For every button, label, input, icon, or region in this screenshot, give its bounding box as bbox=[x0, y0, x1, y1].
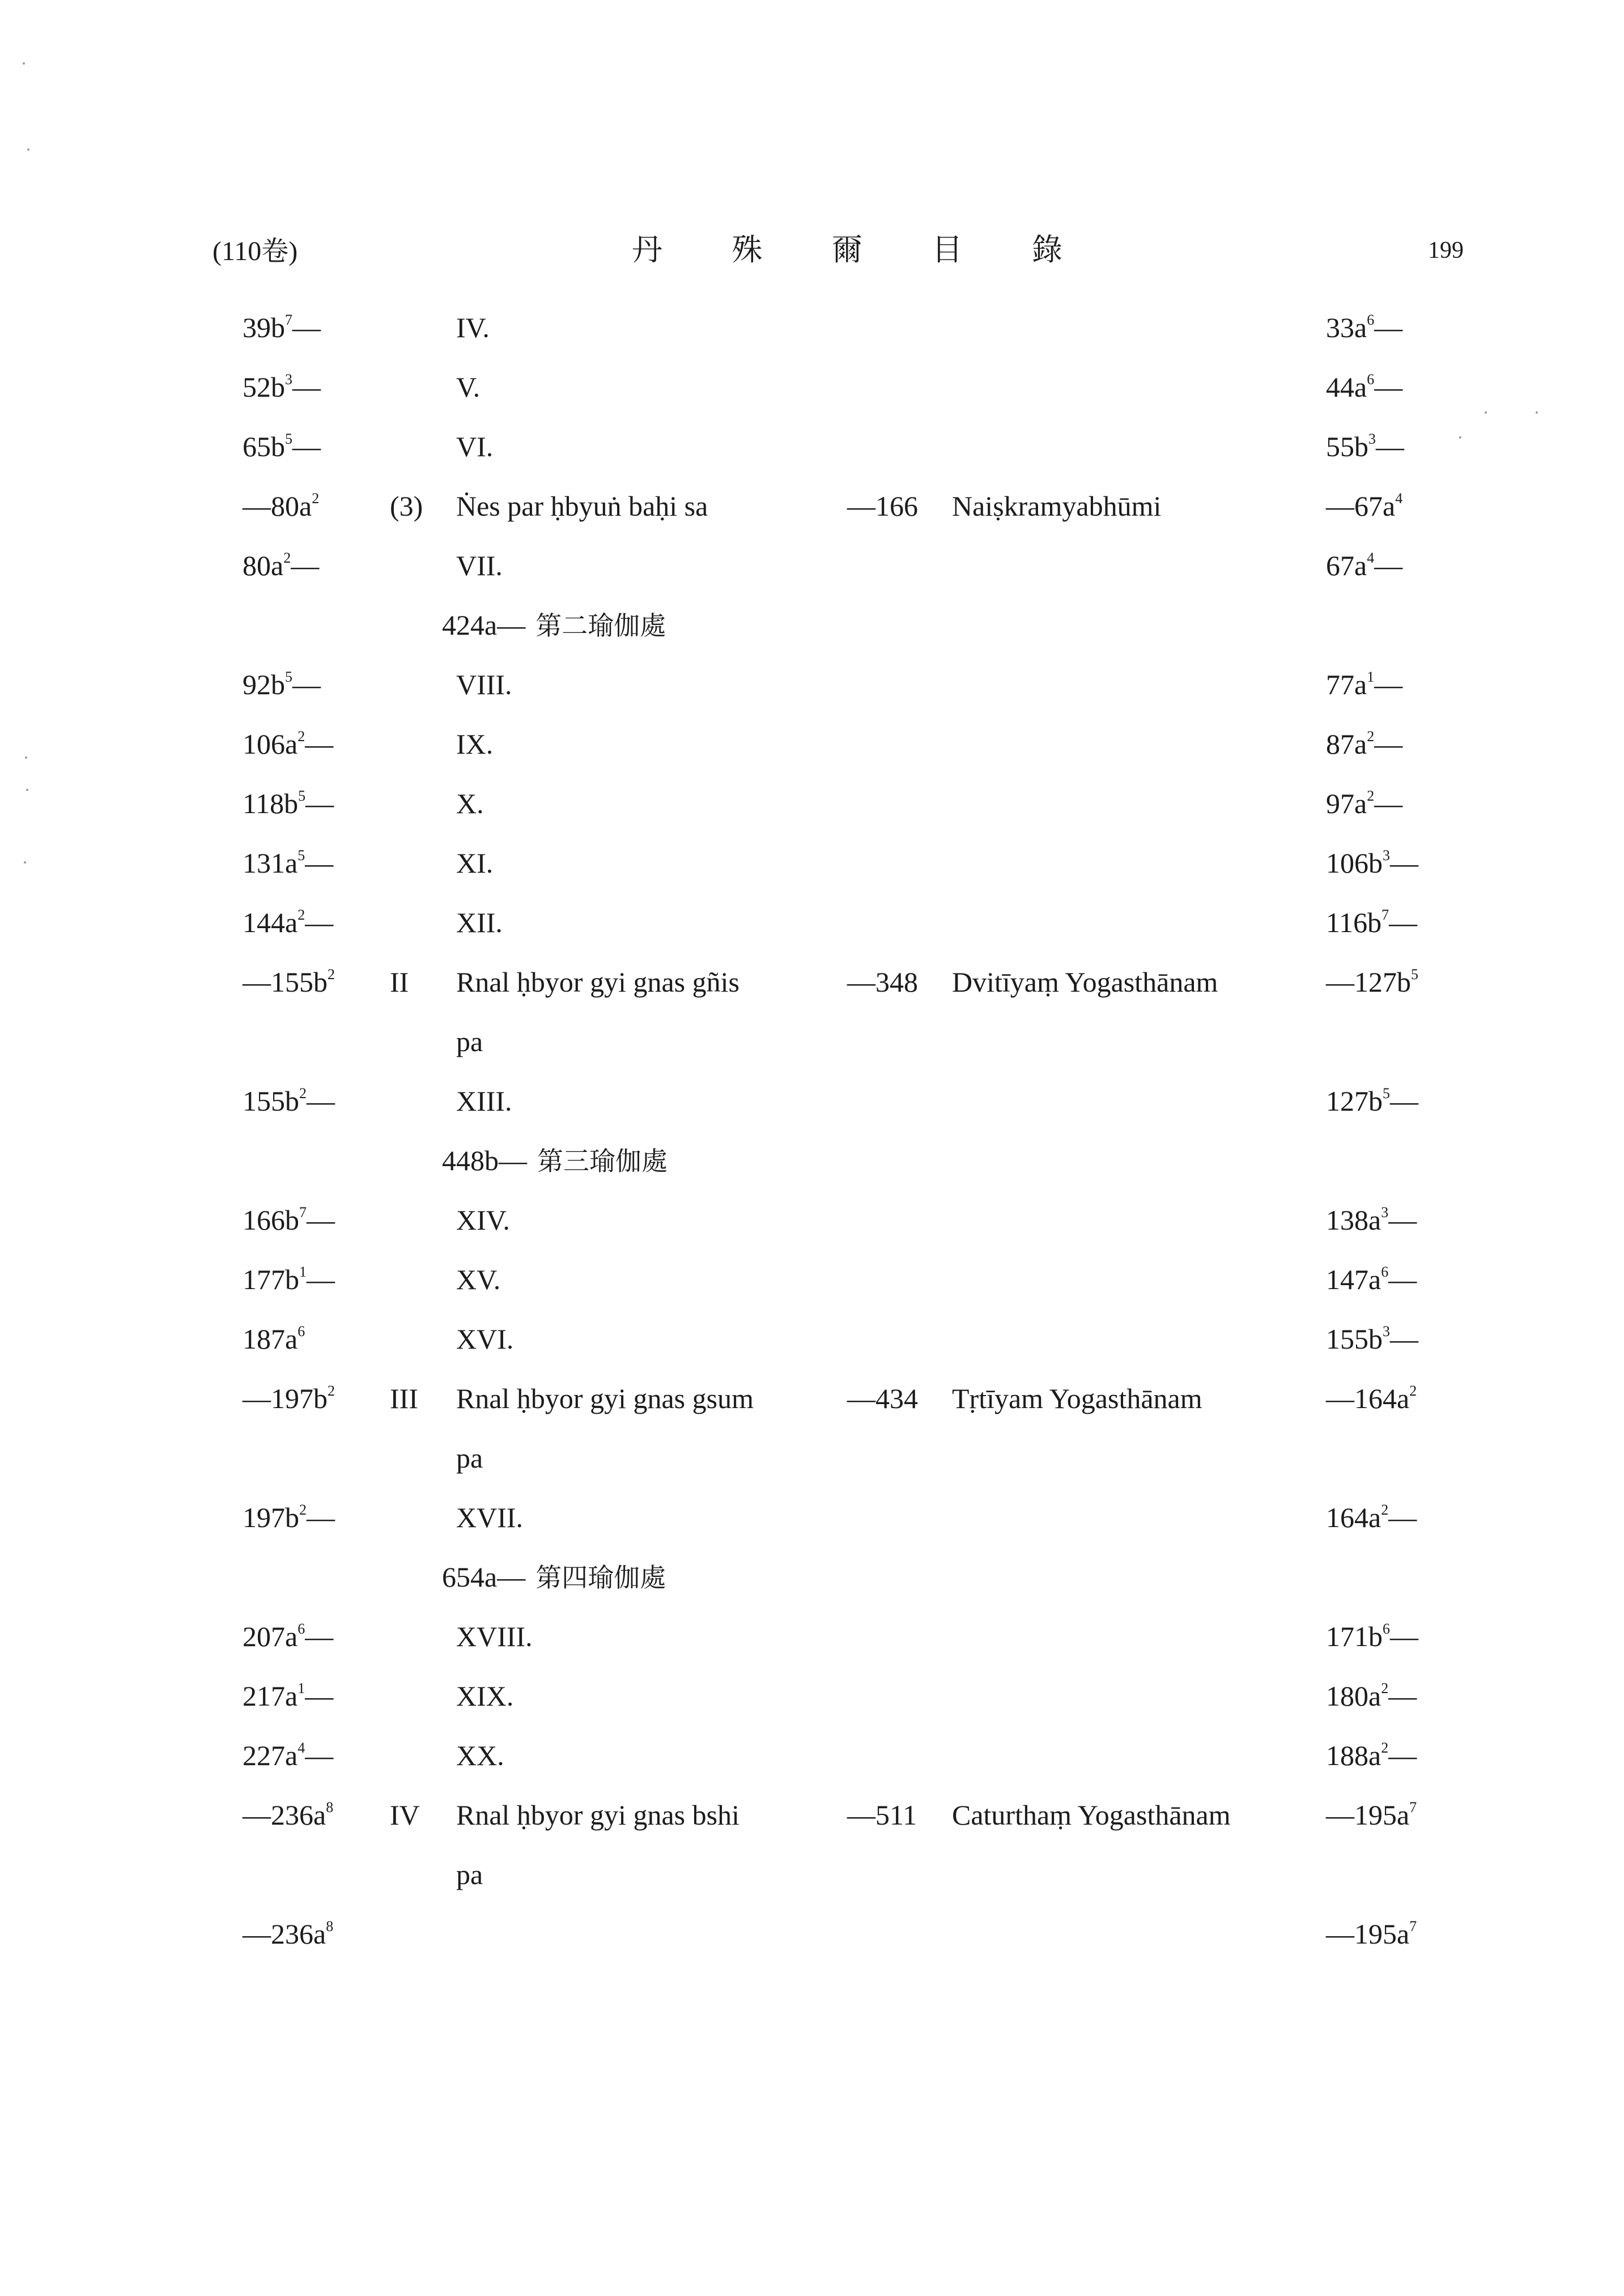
table-row bbox=[0, 365, 1624, 425]
right-folio bbox=[1326, 1793, 1417, 1836]
right-folio-text: —67a bbox=[1326, 490, 1396, 522]
right-folio-dash: — bbox=[1374, 371, 1403, 403]
left-folio bbox=[243, 841, 333, 885]
chapter-number: XII. bbox=[456, 907, 503, 938]
right-folio bbox=[1326, 782, 1402, 825]
left-folio-text: 39b bbox=[243, 312, 285, 343]
chapter-number: XV. bbox=[456, 1264, 501, 1295]
left-folio-text: —80a bbox=[243, 490, 312, 522]
title-char: 爾 bbox=[832, 232, 862, 267]
section-ref-number: 424a— bbox=[442, 609, 526, 641]
right-folio-text: 67a bbox=[1326, 550, 1367, 581]
table-row bbox=[0, 782, 1624, 841]
left-folio-sup: 3 bbox=[285, 371, 292, 388]
sanskrit-title: Naiṣkramyabhūmi bbox=[952, 490, 1162, 522]
left-folio-sup: 7 bbox=[299, 1204, 307, 1221]
right-folio-sup: 6 bbox=[1367, 312, 1375, 328]
table-row bbox=[0, 1674, 1624, 1734]
right-folio-text: 127b bbox=[1326, 1085, 1383, 1117]
right-folio-text: 55b bbox=[1326, 431, 1368, 462]
right-folio-sup: 3 bbox=[1381, 1204, 1389, 1221]
title-char: 殊 bbox=[732, 232, 763, 267]
table-row bbox=[0, 544, 1624, 603]
left-folio-text: 118b bbox=[243, 788, 299, 819]
right-folio-dash: — bbox=[1374, 728, 1403, 760]
right-folio-sup: 7 bbox=[1409, 1918, 1417, 1934]
left-folio-dash: — bbox=[291, 550, 320, 581]
right-folio-dash: — bbox=[1389, 907, 1418, 938]
table-row bbox=[0, 1615, 1624, 1674]
left-folio-text: —236a bbox=[243, 1918, 326, 1950]
catalog-number: —348 bbox=[847, 966, 918, 998]
section-reference bbox=[442, 1139, 668, 1183]
right-folio-text: 138a bbox=[1326, 1204, 1381, 1236]
left-folio bbox=[243, 1615, 333, 1658]
right-folio-sup: 7 bbox=[1409, 1799, 1417, 1815]
right-folio bbox=[1326, 1912, 1417, 1955]
right-folio-dash: — bbox=[1388, 1204, 1417, 1236]
left-folio bbox=[243, 365, 321, 409]
table-row bbox=[0, 1198, 1624, 1258]
left-folio-sup: 5 bbox=[285, 431, 292, 447]
section-number: III bbox=[390, 1383, 418, 1414]
chapter-number: XIII. bbox=[456, 1085, 512, 1117]
page-number: 199 bbox=[1428, 237, 1464, 263]
right-folio-dash: — bbox=[1390, 847, 1418, 879]
right-folio-dash: — bbox=[1374, 669, 1403, 700]
right-folio-text: 106b bbox=[1326, 847, 1383, 879]
right-folio bbox=[1326, 1317, 1418, 1360]
title-char: 錄 bbox=[1032, 232, 1062, 267]
left-folio-text: 80a bbox=[243, 550, 284, 581]
chapter-number: XVIII. bbox=[456, 1621, 533, 1652]
right-folio-text: —195a bbox=[1326, 1918, 1410, 1950]
right-folio-dash: — bbox=[1390, 1621, 1418, 1652]
left-folio-text: 197b bbox=[243, 1502, 299, 1533]
catalog-number: —511 bbox=[847, 1799, 917, 1831]
left-folio-dash: — bbox=[305, 1740, 334, 1771]
table-row bbox=[0, 960, 1624, 1020]
right-folio-dash: — bbox=[1388, 1740, 1417, 1771]
tibetan-title-continuation: pa bbox=[456, 1026, 483, 1057]
section-ref-title: 第二瑜伽處 bbox=[535, 610, 666, 641]
chapter-number: VI. bbox=[456, 431, 494, 462]
left-folio bbox=[243, 484, 319, 528]
right-folio bbox=[1326, 1377, 1417, 1420]
chapter-number: XIX. bbox=[456, 1680, 514, 1712]
chapter-number: IX. bbox=[456, 728, 494, 760]
left-folio-text: 187a bbox=[243, 1323, 298, 1355]
right-folio-text: 97a bbox=[1326, 788, 1367, 819]
right-folio-sup: 3 bbox=[1383, 1323, 1390, 1340]
left-folio bbox=[243, 425, 321, 468]
table-row bbox=[0, 1139, 1624, 1198]
right-folio bbox=[1326, 425, 1404, 468]
left-folio-sup: 5 bbox=[297, 847, 305, 864]
right-folio-sup: 2 bbox=[1381, 1502, 1389, 1518]
table-row bbox=[0, 603, 1624, 663]
table-row bbox=[0, 306, 1624, 365]
left-folio-sup: 2 bbox=[312, 490, 320, 507]
right-folio bbox=[1326, 901, 1417, 944]
table-row bbox=[0, 1853, 1624, 1912]
right-folio-sup: 2 bbox=[1367, 788, 1375, 804]
left-folio-dash: — bbox=[292, 431, 321, 462]
chapter-number: V. bbox=[456, 371, 481, 403]
section-reference bbox=[442, 603, 666, 647]
left-folio-dash: — bbox=[305, 1680, 334, 1712]
left-folio bbox=[243, 782, 334, 825]
chapter-number: XX. bbox=[456, 1740, 504, 1771]
right-folio bbox=[1326, 306, 1402, 349]
left-folio-dash: — bbox=[292, 312, 321, 343]
left-folio-dash: — bbox=[307, 1085, 335, 1117]
right-folio-text: 77a bbox=[1326, 669, 1367, 700]
right-folio-text: 164a bbox=[1326, 1502, 1381, 1533]
right-folio-sup: 2 bbox=[1409, 1383, 1417, 1399]
left-folio bbox=[243, 1198, 335, 1241]
chapter-number: XVI. bbox=[456, 1323, 514, 1355]
scan-speck bbox=[27, 148, 29, 151]
left-folio-dash: — bbox=[305, 1621, 334, 1652]
table-row bbox=[0, 1793, 1624, 1853]
title-char: 丹 bbox=[632, 232, 662, 267]
right-folio-sup: 4 bbox=[1395, 490, 1403, 507]
right-folio-text: 116b bbox=[1326, 907, 1382, 938]
left-folio-dash: — bbox=[305, 907, 334, 938]
left-folio bbox=[243, 1912, 333, 1955]
scan-speck bbox=[1536, 411, 1538, 414]
right-folio-text: 44a bbox=[1326, 371, 1367, 403]
left-folio-sup: 2 bbox=[283, 550, 291, 566]
scan-speck bbox=[25, 756, 27, 759]
left-folio-text: 144a bbox=[243, 907, 298, 938]
table-row bbox=[0, 1555, 1624, 1615]
right-folio-sup: 6 bbox=[1367, 371, 1375, 388]
left-folio bbox=[243, 663, 321, 706]
left-folio-dash: — bbox=[292, 669, 321, 700]
left-folio bbox=[243, 544, 319, 587]
left-folio-text: 155b bbox=[243, 1085, 299, 1117]
left-folio-dash: — bbox=[305, 847, 334, 879]
right-folio bbox=[1326, 960, 1418, 1004]
chapter-number: IV. bbox=[456, 312, 490, 343]
sanskrit-title: Caturthaṃ Yogasthānam bbox=[952, 1799, 1231, 1831]
right-folio bbox=[1326, 663, 1402, 706]
tibetan-title: Rnal ḥbyor gyi gnas gñis bbox=[456, 966, 739, 998]
left-folio-text: 131a bbox=[243, 847, 298, 879]
table-row bbox=[0, 1436, 1624, 1496]
left-folio-sup: 2 bbox=[297, 907, 305, 923]
table-row bbox=[0, 1734, 1624, 1793]
sanskrit-title: Dvitīyaṃ Yogasthānam bbox=[952, 966, 1218, 998]
right-folio-sup: 2 bbox=[1381, 1680, 1389, 1697]
left-folio-sup: 2 bbox=[299, 1502, 307, 1518]
right-folio-text: 155b bbox=[1326, 1323, 1383, 1355]
right-folio-dash: — bbox=[1374, 550, 1403, 581]
right-folio bbox=[1326, 1079, 1418, 1123]
left-folio-sup: 2 bbox=[328, 966, 335, 983]
left-folio-dash: — bbox=[307, 1502, 335, 1533]
right-folio-text: 87a bbox=[1326, 728, 1367, 760]
left-folio-text: 227a bbox=[243, 1740, 298, 1771]
left-folio bbox=[243, 1496, 335, 1539]
right-folio bbox=[1326, 365, 1402, 409]
left-folio bbox=[243, 306, 321, 349]
table-row bbox=[0, 1496, 1624, 1555]
right-folio-text: —164a bbox=[1326, 1383, 1410, 1414]
right-folio-dash: — bbox=[1390, 1323, 1418, 1355]
right-folio bbox=[1326, 544, 1402, 587]
left-folio bbox=[243, 1377, 335, 1420]
table-row bbox=[0, 1912, 1624, 1972]
right-folio-text: 33a bbox=[1326, 312, 1367, 343]
right-folio-text: 180a bbox=[1326, 1680, 1381, 1712]
left-folio bbox=[243, 960, 335, 1004]
right-folio-dash: — bbox=[1374, 312, 1403, 343]
right-folio bbox=[1326, 841, 1418, 885]
sanskrit-title: Tṛtīyam Yogasthānam bbox=[952, 1383, 1202, 1414]
section-reference bbox=[442, 1555, 666, 1599]
right-folio-sup: 2 bbox=[1367, 728, 1375, 745]
chapter-number: VIII. bbox=[456, 669, 512, 700]
chapter-number: VII. bbox=[456, 550, 503, 581]
right-folio bbox=[1326, 1615, 1418, 1658]
tibetan-title: Rnal ḥbyor gyi gnas gsum bbox=[456, 1383, 754, 1414]
right-folio-sup: 6 bbox=[1381, 1264, 1389, 1280]
right-folio-text: 147a bbox=[1326, 1264, 1381, 1295]
right-folio-text: —127b bbox=[1326, 966, 1411, 998]
table-row bbox=[0, 1317, 1624, 1377]
scan-speck bbox=[26, 789, 28, 791]
table-row bbox=[0, 901, 1624, 960]
left-folio-sup: 6 bbox=[297, 1621, 305, 1637]
chapter-number: XI. bbox=[456, 847, 494, 879]
left-folio-sup: 2 bbox=[299, 1085, 307, 1102]
right-folio-sup: 3 bbox=[1368, 431, 1376, 447]
catalog-number: —434 bbox=[847, 1383, 918, 1414]
left-folio-dash: — bbox=[305, 728, 334, 760]
left-folio-text: 217a bbox=[243, 1680, 298, 1712]
left-folio bbox=[243, 1793, 333, 1836]
left-folio-text: 207a bbox=[243, 1621, 298, 1652]
left-folio bbox=[243, 722, 333, 766]
left-folio-dash: — bbox=[305, 788, 334, 819]
chapter-number: XVII. bbox=[456, 1502, 524, 1533]
catalog-table bbox=[0, 306, 1624, 1972]
table-row bbox=[0, 722, 1624, 782]
right-folio bbox=[1326, 722, 1402, 766]
left-folio-sup: 8 bbox=[326, 1918, 334, 1934]
right-folio-text: 188a bbox=[1326, 1740, 1381, 1771]
right-folio bbox=[1326, 484, 1402, 528]
scan-speck bbox=[24, 861, 26, 864]
right-folio bbox=[1326, 1198, 1417, 1241]
right-folio-sup: 1 bbox=[1367, 669, 1375, 685]
right-folio-sup: 6 bbox=[1383, 1621, 1390, 1637]
left-folio bbox=[243, 1079, 335, 1123]
table-row bbox=[0, 425, 1624, 484]
left-folio bbox=[243, 1734, 333, 1777]
section-number: II bbox=[390, 966, 409, 998]
right-folio-sup: 5 bbox=[1383, 1085, 1390, 1102]
section-number: IV bbox=[390, 1799, 420, 1831]
table-row bbox=[0, 1258, 1624, 1317]
left-folio-sup: 5 bbox=[285, 669, 292, 685]
left-folio-sup: 1 bbox=[297, 1680, 305, 1697]
section-ref-number: 654a— bbox=[442, 1561, 526, 1593]
right-folio-dash: — bbox=[1390, 1085, 1418, 1117]
right-folio bbox=[1326, 1674, 1417, 1717]
left-folio-text: 92b bbox=[243, 669, 285, 700]
left-folio-text: 65b bbox=[243, 431, 285, 462]
left-folio-text: —236a bbox=[243, 1799, 326, 1831]
catalog-number: —166 bbox=[847, 490, 918, 522]
right-folio-text: 171b bbox=[1326, 1621, 1383, 1652]
left-folio-text: —197b bbox=[243, 1383, 328, 1414]
right-folio-sup: 3 bbox=[1383, 847, 1390, 864]
left-folio-dash: — bbox=[292, 371, 321, 403]
table-row bbox=[0, 1020, 1624, 1079]
tibetan-title-continuation: pa bbox=[456, 1442, 483, 1474]
left-folio-text: 52b bbox=[243, 371, 285, 403]
left-folio-sup: 2 bbox=[297, 728, 305, 745]
left-folio-text: 177b bbox=[243, 1264, 299, 1295]
left-folio bbox=[243, 1674, 333, 1717]
chapter-number: X. bbox=[456, 788, 484, 819]
section-ref-title: 第四瑜伽處 bbox=[535, 1562, 666, 1593]
scan-speck bbox=[1485, 411, 1487, 414]
left-folio-dash: — bbox=[307, 1264, 335, 1295]
left-folio-sup: 7 bbox=[285, 312, 292, 328]
page-title bbox=[632, 226, 1062, 269]
right-folio-sup: 5 bbox=[1411, 966, 1418, 983]
left-folio-sup: 2 bbox=[328, 1383, 335, 1399]
chapter-number: XIV. bbox=[456, 1204, 510, 1236]
right-folio bbox=[1326, 1496, 1417, 1539]
tibetan-title-continuation: pa bbox=[456, 1859, 483, 1890]
table-row bbox=[0, 484, 1624, 544]
table-row bbox=[0, 1079, 1624, 1139]
right-folio-dash: — bbox=[1376, 431, 1404, 462]
right-folio bbox=[1326, 1734, 1417, 1777]
table-row bbox=[0, 663, 1624, 722]
scan-speck bbox=[1459, 436, 1461, 439]
table-row bbox=[0, 841, 1624, 901]
left-folio-text: 106a bbox=[243, 728, 298, 760]
section-number: (3) bbox=[390, 490, 423, 522]
right-folio-sup: 7 bbox=[1381, 907, 1389, 923]
right-folio-text: —195a bbox=[1326, 1799, 1410, 1831]
right-folio-dash: — bbox=[1374, 788, 1403, 819]
left-folio-sup: 5 bbox=[298, 788, 306, 804]
left-folio-sup: 1 bbox=[299, 1264, 307, 1280]
title-char: 目 bbox=[932, 232, 963, 267]
right-folio-dash: — bbox=[1388, 1502, 1417, 1533]
section-ref-title: 第三瑜伽處 bbox=[537, 1146, 668, 1176]
left-folio-sup: 6 bbox=[297, 1323, 305, 1340]
left-folio-sup: 8 bbox=[326, 1799, 334, 1815]
left-folio bbox=[243, 1258, 335, 1301]
left-folio-text: 166b bbox=[243, 1204, 299, 1236]
right-folio-dash: — bbox=[1388, 1264, 1417, 1295]
right-folio bbox=[1326, 1258, 1417, 1301]
section-ref-number: 448b— bbox=[442, 1145, 527, 1176]
table-row bbox=[0, 1377, 1624, 1436]
left-folio bbox=[243, 1317, 305, 1360]
left-folio bbox=[243, 901, 333, 944]
left-folio-dash: — bbox=[307, 1204, 335, 1236]
right-folio-dash: — bbox=[1388, 1680, 1417, 1712]
scan-speck bbox=[23, 62, 25, 65]
tibetan-title: Ṅes par ḥbyuṅ baḥi sa bbox=[456, 490, 708, 522]
left-folio-text: —155b bbox=[243, 966, 328, 998]
tibetan-title: Rnal ḥbyor gyi gnas bshi bbox=[456, 1799, 739, 1831]
right-folio-sup: 2 bbox=[1381, 1740, 1389, 1756]
left-folio-sup: 4 bbox=[297, 1740, 305, 1756]
volume-label: (110卷) bbox=[212, 236, 298, 266]
right-folio-sup: 4 bbox=[1367, 550, 1375, 566]
